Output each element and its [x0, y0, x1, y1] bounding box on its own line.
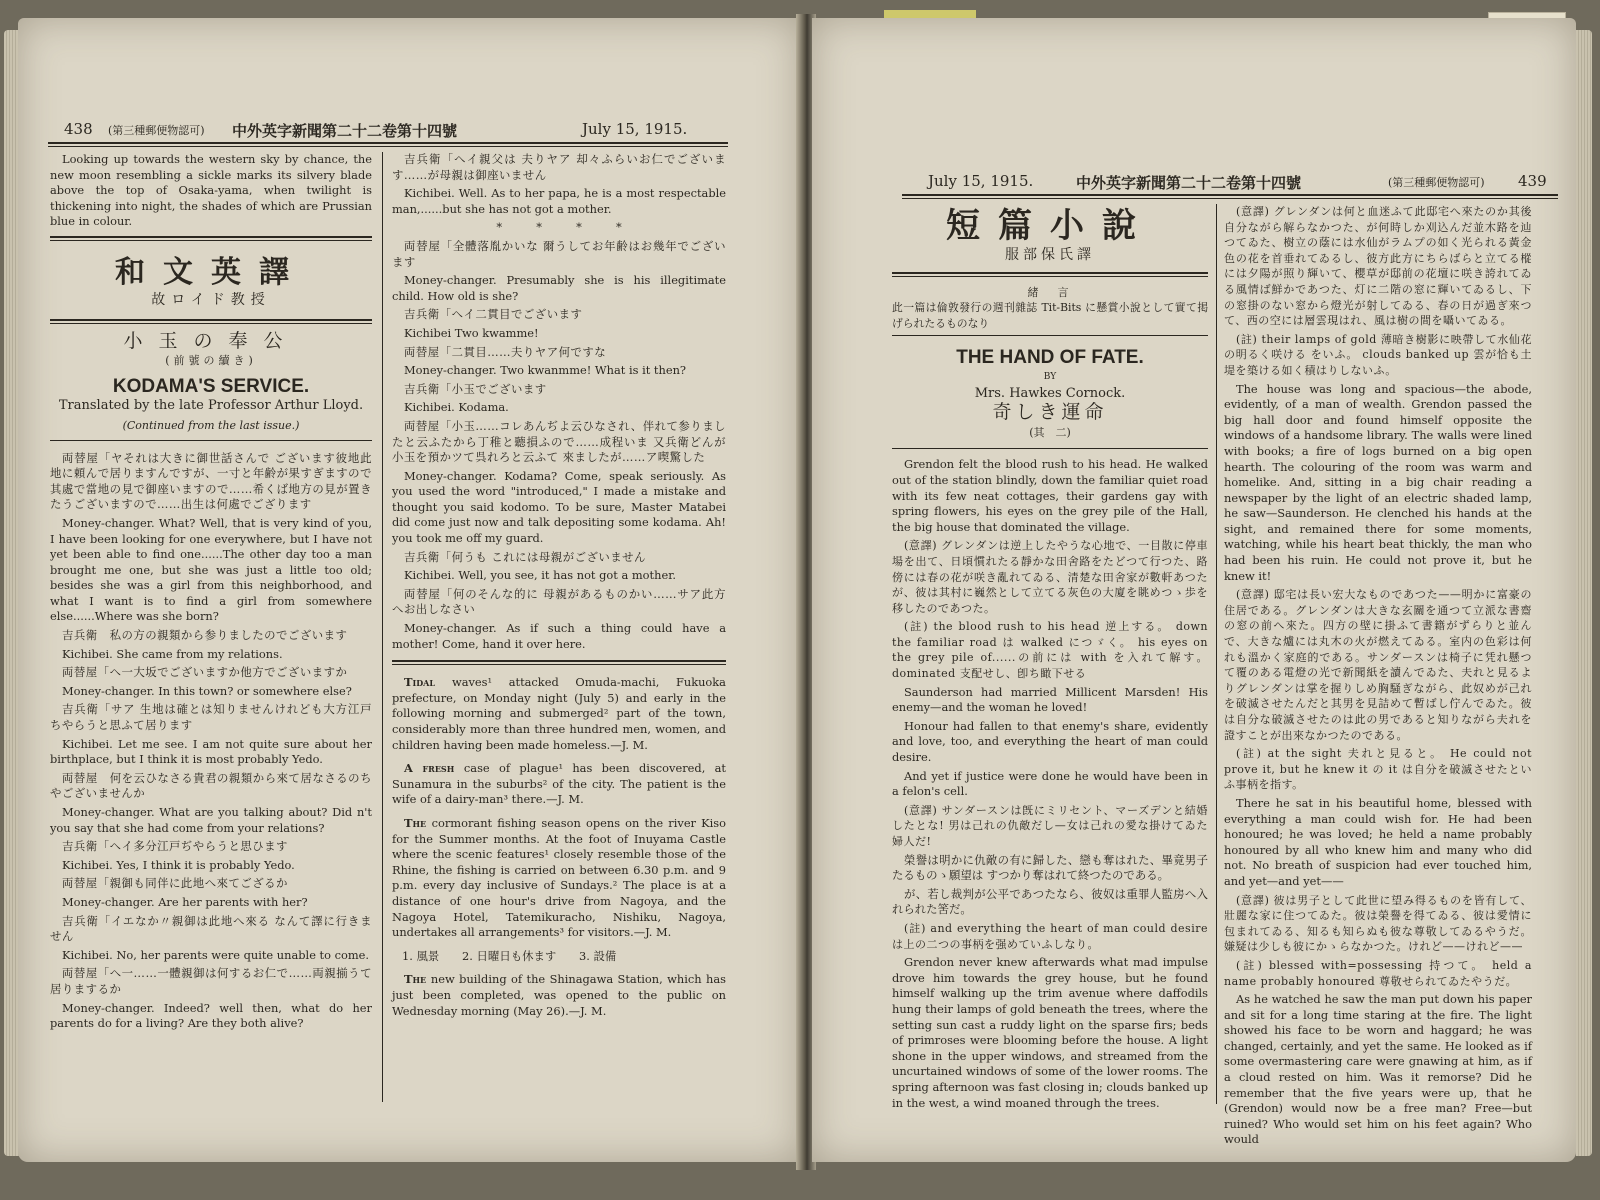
continued-note-jp: (前號の續き) — [165, 354, 257, 368]
dialogue-line: 吉兵衛「イエなか〃親御は此地へ來る なんて譯に行きません — [50, 913, 372, 944]
news-item — [392, 761, 726, 808]
story-text-1 — [892, 457, 1208, 1111]
news-items — [392, 675, 726, 1019]
header-rule-thin — [902, 198, 1558, 199]
intro-paragraph: Looking up towards the western sky by chance, the new moon resembling a sickle marks its silvery blade above the top of Osaka-yama, when twilight is thickening into night, the shades of which are Prussian blue in colour. — [50, 152, 372, 229]
story-rule — [50, 440, 372, 441]
news-lead: The — [404, 815, 432, 830]
news-lead: A fresh — [404, 761, 464, 776]
story-text-2 — [1224, 204, 1532, 1148]
continued-note-en: (Continued from the last issue.) — [122, 418, 300, 432]
story-paragraph: (意譯) グレンダンは逆上したやうな心地で、一目散に停車場を出て、日頃慣れたる靜かな田舍路をたどつて行つた、路傍には春の花が咲き亂れてゐる、清楚な田舍家が數軒あつたが、彼は其村に巍然として立てる灰色の大廈を眺めつゝ歩を移したのであつた。 — [892, 539, 1208, 615]
dialogue-line: Money-changer. Are her parents with her? — [62, 894, 308, 909]
header-rule-thin — [48, 146, 728, 147]
dialogue-line: Money-changer. Indeed? well then, what do her parents do for a living? Are they both alive? — [50, 1000, 372, 1031]
part-label: (其 二) — [1029, 425, 1071, 439]
dialogue-line: * * * * — [496, 220, 622, 235]
dialogue-line: Money-changer. As if such a thing could have a mother! Come, hand it over here. — [392, 621, 726, 651]
story-title-jp: 小玉の奉公 — [123, 329, 299, 352]
news-item — [392, 949, 726, 965]
dialogue-line: Kichibei. Well. As to her papa, he is a most respectable man,......but she has not got a mother. — [392, 186, 726, 216]
story-title-en: THE HAND OF FATE. — [956, 347, 1144, 369]
dialogue-line: 吉兵衛 私の方の親類から参りましたのでございます — [62, 628, 348, 643]
dialogue-line: Money-changer. What are you talking about? Did n't you say that she had come from your relations? — [50, 805, 372, 835]
story-paragraph: And yet if justice were done he would have been in a felon's cell. — [892, 768, 1208, 799]
dialogue-line: 両替屋「全體落胤かいな 爾うしてお年齢はお幾年でございます — [392, 238, 726, 269]
postal-permit: (第三種郵便物認可) — [108, 124, 205, 137]
page-number: 439 — [1518, 172, 1547, 190]
left-column-2 — [392, 152, 726, 1027]
dialogue-line: Money-changer. In this town? or somewhere else? — [62, 683, 352, 698]
news-lead: Tidal — [404, 675, 452, 690]
news-body: case of plague¹ has been discovered, at Sunamura in the suburbs² of the city. The patient is the wife of a dairy-man³ there.—J. M. — [392, 761, 726, 807]
news-item — [392, 816, 726, 941]
column-divider — [382, 152, 383, 1102]
intro-text: 此一篇は倫敦發行の週刊雜誌 Tit-Bits に懸賞小說として實て掲げられたるものなり — [892, 301, 1208, 330]
news-body: new building of the Shinagawa Station, which has just been completed, was opened to the public on Wednesday morning (May 26).—J. M. — [392, 972, 726, 1018]
story-paragraph: (註) the blood rush to his head 逆上する。 down the familiar road は walked につゞく。 his eyes on the grey pile of......の前には with を入れて解す。 dominated 支配せし、卽ち瞰下せる — [892, 620, 1208, 681]
section-author: 故ロイド教授 — [151, 291, 271, 308]
dialogue-line: 吉兵衛「へイ二貫目でございます — [404, 307, 583, 322]
story-paragraph: 榮譽は明かに仇敵の有に歸した、戀も奪はれた、畢竟男子たるものゝ願望は すつかり奪はれて終つたのである。 — [892, 852, 1208, 883]
right-page — [812, 18, 1576, 1162]
news-body: 1. 風景 2. 日曜日も休ます 3. 設備 — [402, 948, 617, 963]
translator-line: Translated by the late Professor Arthur Lloyd. — [58, 398, 364, 414]
story-title-en: KODAMA'S SERVICE. — [112, 375, 310, 397]
story-rule — [892, 448, 1208, 449]
news-item — [392, 972, 726, 1019]
byline-by: BY — [1043, 371, 1057, 382]
journal-title: 中外英字新聞第二十二卷第十四號 — [1076, 174, 1302, 192]
story-paragraph: (意譯) 彼は男子として此世に望み得るものを皆有して、壯麗な家に住つてゐた。彼は榮譽を得てゐる、彼は愛情に包まれてゐる、知るも知らぬも彼な尊敬してゐるやうだ。嫌疑は少しも彼にかゝらなかつた。けれど——けれど—— — [1224, 893, 1532, 954]
dialogue-line: 吉兵衛「へイ多分江戸ぢやらうと思ひます — [62, 839, 288, 854]
dialogue-line: Money-changer. Kodama? Come, speak seriously. As you used the word "introduced," I made a mistake and thought you said kodomo. To be sure, Master Matabei did come just now and talk depositing some kodama. Ah! you took me off my guard. — [392, 468, 726, 546]
right-column-2 — [1224, 204, 1532, 1151]
section-title: 短篇小說 — [946, 206, 1154, 246]
dialogue-line: Kichibei. Kodama. — [404, 400, 509, 415]
dialogue-line: Kichibei. No, her parents were quite unable to come. — [62, 947, 370, 962]
dialogue-line: 両替屋「親御も同伴に此地へ來てござるか — [62, 876, 288, 891]
dialogue-line: 吉兵衛「何うも これには母親がございません — [404, 549, 646, 564]
intro-rule — [892, 335, 1208, 336]
story-paragraph: Saunderson had married Millicent Marsden! His enemy—and the woman he loved! — [892, 684, 1208, 715]
dialogue-line: 両替屋「ヤそれは大きに御世話さんで ございます彼地此地に頼んで居りますんですが、一寸と年齢が果すぎますので其處で當地の見で御座いますので……希くば地方の見が置きたうございますので……出生は何處でござります — [50, 450, 372, 512]
dialogue-list-1 — [50, 451, 372, 1032]
story-paragraph: (註) their lamps of gold 薄暗き樹影に映帶して水仙花の明るく咲ける をいふ。 clouds banked up 雲が恰も土堤を築ける如く積はりしないふ。 — [1224, 332, 1532, 377]
left-page — [18, 18, 800, 1162]
section-title: 和文英譯 — [115, 254, 307, 290]
story-paragraph: (意譯) 邸宅は長い宏大なものであつた——明かに富豪の住居である。グレンダンは大きな玄關を通つて立派な書齋の窓の前へ來た。四方の壁に掛ふて書籍がずらりと並んで、大きな爐には丸木の火が燃えてゐる。室内の色彩は何れも溫かく家庭的である。サンダースンは椅子に凭れ懸つて覆のある電燈の光で新聞紙を讀んでゐた、夫れと見るよりグレンダンは掌を握りしめ胸騒ぎながら、此奴めが己れを破滅させたんだと其男を見詰めて暫ばし佇んでゐた。彼は自分な破滅させたのは此の男であると知りながら夫れを證すことが出來なかつたのである。 — [1224, 588, 1532, 742]
issue-date: July 15, 1915. — [582, 120, 688, 138]
story-paragraph: Honour had fallen to that enemy's share, evidently and love, too, and everything the heart of man could desire. — [892, 718, 1208, 765]
dialogue-line: 吉兵衛「サア 生地は確とは知りませんけれども大方江戸ちやらうと思ふて居ります — [50, 702, 372, 733]
dialogue-line: 両替屋「二貫目……夫りヤア何ですな — [404, 344, 607, 359]
section-rule — [50, 236, 372, 241]
left-column-1 — [50, 152, 372, 1035]
dialogue-line: 両替屋 何を云ひなさる貴君の親類から來て居なさるのちやございませんか — [50, 770, 372, 801]
dialogue-line: Money-changer. What? Well, that is very kind of you, I have been looking for one everywhere, but I have not yet been able to find one......The other day too a man brought me one, but she was just a little too old; besides she was a girl from this neighborhood, and what I want is to find a girl from somewhere else......Where was she born? — [50, 515, 372, 624]
author-name: Mrs. Hawkes Cornock. — [974, 385, 1126, 401]
story-paragraph: Grendon never knew afterwards what mad impulse drove him towards the grey house, but he found himself walking up the trim avenue where daffodils hung their lamps of gold beneath the trees, where the setting sun cast a ruddy light on the sparse firs; beds of primroses were blooming before the house. A light shone in the upper windows, and streamed from the uncurtained windows of some of the lower rooms. The spring afternoon was fast closing in; clouds banked up in the west, a wind moaned through the trees. — [892, 955, 1208, 1110]
story-title-jp: 奇しき運命 — [992, 401, 1108, 424]
header-rule — [48, 142, 728, 144]
story-paragraph: (註) at the sight 夫れと見ると。 He could not prove it, but he knew it の it は自分を破滅させたといふ事柄を指す。 — [1224, 747, 1532, 792]
story-paragraph: The house was long and spacious—the abode, evidently, of a man of wealth. Grendon passed the big hall door and found himself opposite the windows of a handsome library. The walls were lined with books; a fire of logs burned on a big open hearth. The colouring of the room was warm and homelike. And, sitting in a big chair reading a newspaper by the light of an electric shaded lamp, he saw—Saunderson. He clenched his hands at the sight, and remained there for some moments, watching, while his heart beat thickly, the man who had been his ruin. He could not prove it, but he knew it! — [1224, 381, 1532, 583]
section-rule — [892, 272, 1208, 277]
dialogue-list-2 — [392, 152, 726, 652]
section-rule-2 — [50, 319, 372, 324]
dialogue-line: Money-changer. Two kwanmme! What is it then? — [404, 363, 687, 378]
news-item — [392, 675, 726, 753]
page-number: 438 — [64, 120, 93, 138]
story-paragraph: が、若し裁判が公平であつたなら、彼奴は重罪人監房へ入れられた筈だ。 — [892, 886, 1208, 917]
dialogue-line: Kichibei. Let me see. I am not quite sure about her birthplace, but I think it is most probably Yedo. — [50, 736, 372, 767]
story-paragraph: (註) blessed with=possessing 持つて。 held a name probably honoured 尊敬せられてゐたやうだ。 — [1224, 958, 1532, 988]
page-edges-right — [1576, 30, 1592, 1156]
journal-title: 中外英字新聞第二十二卷第十四號 — [232, 122, 458, 140]
dialogue-line: 両替屋「へ一大坂でございますか他方でございますか — [62, 665, 348, 680]
section-translator: 服部保氏譯 — [1005, 247, 1095, 263]
story-paragraph: Grendon felt the blood rush to his head. He walked out of the station blindly, down the familiar quiet road with its few neat cottages, their gardens gay with spring flowers, his eyes on the grey pile of the Hall, the big house that dominated the village. — [892, 457, 1208, 534]
story-paragraph: There he sat in his beautiful home, blessed with everything a man could wish for. He had been honoured; he was loved; he held a name probably honoured by all who knew him and many who did not. No breath of suspicion had ever touched him, and yet—and yet—— — [1224, 795, 1532, 888]
news-body: cormorant fishing season opens on the river Kiso for the Summer months. At the foot of Inuyama Castle where the scenic features¹ closely resemble those of the Rhine, the fishing is carried on between 6.30 p.m. and 9 p.m. every day inclusive of Sundays.² The place is at a distance of one hour's drive from Nagoya, and the Nagoya Hotel, Tatemikuracho, Nishiku, Nagoya, undertakes all arrangements³ for visitors.—J. M. — [392, 815, 726, 940]
news-rule — [392, 660, 726, 665]
story-paragraph: (意譯) サンダースンは旣にミリセント、マーズデンと結婚したとな! 男は己れの仇敵だし—女は己れの愛な掛けてゐた婦人だ! — [892, 803, 1208, 848]
news-body: waves¹ attacked Omuda-machi, Fukuoka prefecture, on Monday night (July 5) and early in the following morning and submerged² part of the town, considerably more than three hundred men, women, and children having been made homeless.—J. M. — [392, 675, 726, 752]
dialogue-line: Money-changer. Presumably she is his illegitimate child. How old is she? — [392, 273, 726, 303]
intro-heading: 緒 言 — [1027, 285, 1073, 299]
postal-permit: (第三種郵便物認可) — [1388, 176, 1485, 189]
dialogue-line: 両替屋「へ一……一體親御は何するお仁で……両親揃うて居りまするか — [50, 966, 372, 996]
dialogue-line: Kichibei. Well, you see, it has not got a mother. — [404, 568, 677, 583]
column-divider — [1216, 204, 1217, 1104]
dialogue-line: 両替屋「小玉……コレあんぢよ云ひなされ、伴れて参りましたと云ふたから丁稚と聽損ふので……成程いま 又兵衛どんが小玉を預かツて呉れろと云ふて 來ましたが……ア喫驚した — [392, 418, 726, 465]
story-paragraph: As he watched he saw the man put down his paper and sit for a long time staring at the fire. The light showed his face to be worn and haggard; he was changed, certainly, and yet the same. He looked as if some overmastering care were gnawing at him, as if a cloud rested on him. Was it remorse? Did he remember that the five years were up, that he (Grendon) would now be a free man? Free—but ruined? Who would set him on his feet again? Who would — [1224, 992, 1532, 1147]
dialogue-line: Kichibei Two kwamme! — [404, 325, 539, 340]
story-paragraph: (意譯) グレンダンは何と血迷ふて此邸宅へ來たのか其後自分ながら解らなかつた、が何時しか刈込んだ並木路を辿つてゐた、樹立の蔭には水仙がラムプの如く光られる黃金色の花を首垂れてゐるし、彼方此方にちらばらと立てる樅には夕陽が照り輝いて、櫻草が邸前の花壇に咲き誇れてゐる風情ば鮮かであつた、灯に二階の窓に輝いてゐるし、下の窓掛のない窓から燈光が射してゐる、春の日が過ぎ來つて、西の空には層雲現はれ、風は樹の間を囁いてゐる。 — [1224, 205, 1532, 328]
dialogue-line: Kichibei. She came from my relations. — [62, 646, 283, 661]
news-lead: The — [404, 972, 431, 987]
dialogue-line: Kichibei. Yes, I think it is probably Yedo. — [62, 857, 295, 872]
issue-date: July 15, 1915. — [928, 172, 1034, 190]
header-rule — [902, 194, 1558, 196]
dialogue-line: 両替屋「何のそんな的に 母親があるものかい……サア此方へお出しなさい — [392, 586, 726, 617]
dialogue-line: 吉兵衛「へイ親父は 夫りヤア 却々ふらいお仁でございます……が母親は御座いません — [392, 152, 726, 182]
story-paragraph: (註) and everything the heart of man could desire は上の二つの事柄を强めていふしなり。 — [892, 921, 1208, 951]
dialogue-line: 吉兵衛「小玉でございます — [404, 381, 547, 396]
right-column-1 — [892, 204, 1208, 1114]
